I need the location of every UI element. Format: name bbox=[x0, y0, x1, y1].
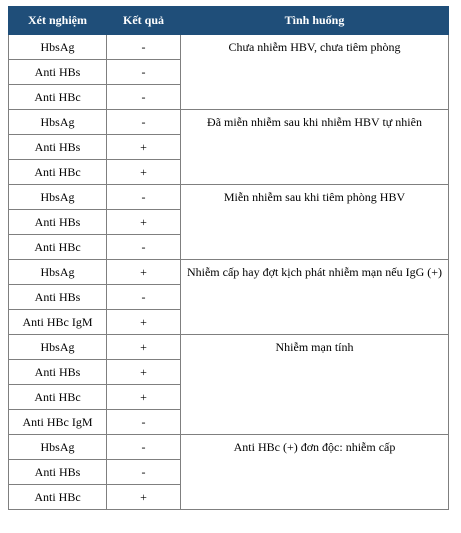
hbv-serology-table bbox=[8, 6, 449, 510]
table-row bbox=[9, 185, 449, 210]
result-cell: - bbox=[107, 110, 181, 135]
result-cell: - bbox=[107, 285, 181, 310]
table-body bbox=[9, 35, 449, 510]
test-name-cell: Anti HBs bbox=[9, 460, 107, 485]
scenario-cell: Nhiễm cấp hay đợt kịch phát nhiễm mạn nếu IgG (+) bbox=[181, 260, 449, 335]
header-test: Xét nghiệm bbox=[9, 7, 107, 35]
table-row bbox=[9, 110, 449, 135]
test-name-cell: Anti HBs bbox=[9, 60, 107, 85]
result-cell: - bbox=[107, 435, 181, 460]
result-cell: + bbox=[107, 335, 181, 360]
test-name-cell: Anti HBs bbox=[9, 360, 107, 385]
scenario-cell: Nhiễm mạn tính bbox=[181, 335, 449, 435]
test-name-cell: HbsAg bbox=[9, 110, 107, 135]
result-cell: + bbox=[107, 210, 181, 235]
result-cell: - bbox=[107, 235, 181, 260]
header-row bbox=[9, 7, 449, 35]
test-name-cell: Anti HBc bbox=[9, 235, 107, 260]
test-name-cell: Anti HBs bbox=[9, 210, 107, 235]
test-name-cell: Anti HBs bbox=[9, 135, 107, 160]
scenario-cell: Anti HBc (+) đơn độc: nhiễm cấp bbox=[181, 435, 449, 510]
result-cell: + bbox=[107, 485, 181, 510]
result-cell: + bbox=[107, 135, 181, 160]
header-result: Kết quả bbox=[107, 7, 181, 35]
table-row bbox=[9, 260, 449, 285]
test-name-cell: Anti HBs bbox=[9, 285, 107, 310]
header-scenario: Tình huống bbox=[181, 7, 449, 35]
test-name-cell: HbsAg bbox=[9, 335, 107, 360]
table-row bbox=[9, 335, 449, 360]
test-name-cell: HbsAg bbox=[9, 435, 107, 460]
result-cell: + bbox=[107, 310, 181, 335]
test-name-cell: Anti HBc bbox=[9, 385, 107, 410]
result-cell: + bbox=[107, 160, 181, 185]
scenario-cell: Đã miễn nhiễm sau khi nhiễm HBV tự nhiên bbox=[181, 110, 449, 185]
test-name-cell: Anti HBc IgM bbox=[9, 410, 107, 435]
test-name-cell: Anti HBc bbox=[9, 85, 107, 110]
test-name-cell: Anti HBc IgM bbox=[9, 310, 107, 335]
test-name-cell: Anti HBc bbox=[9, 485, 107, 510]
table-row bbox=[9, 35, 449, 60]
test-name-cell: HbsAg bbox=[9, 185, 107, 210]
result-cell: - bbox=[107, 35, 181, 60]
result-cell: + bbox=[107, 360, 181, 385]
table-row bbox=[9, 435, 449, 460]
result-cell: - bbox=[107, 85, 181, 110]
result-cell: + bbox=[107, 385, 181, 410]
scenario-cell: Miễn nhiễm sau khi tiêm phòng HBV bbox=[181, 185, 449, 260]
test-name-cell: HbsAg bbox=[9, 260, 107, 285]
result-cell: + bbox=[107, 260, 181, 285]
result-cell: - bbox=[107, 460, 181, 485]
scenario-cell: Chưa nhiễm HBV, chưa tiêm phòng bbox=[181, 35, 449, 110]
test-name-cell: HbsAg bbox=[9, 35, 107, 60]
result-cell: - bbox=[107, 410, 181, 435]
result-cell: - bbox=[107, 60, 181, 85]
result-cell: - bbox=[107, 185, 181, 210]
test-name-cell: Anti HBc bbox=[9, 160, 107, 185]
